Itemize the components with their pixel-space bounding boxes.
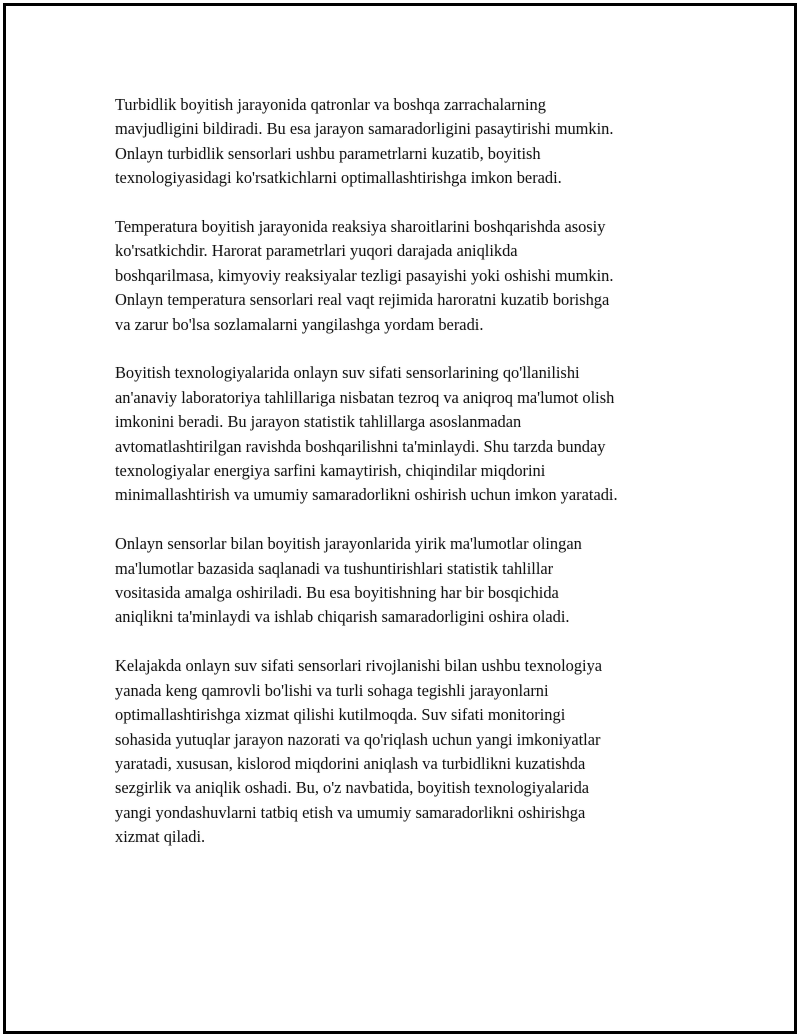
paragraph-future-outlook: Kelajakda onlayn suv sifati sensorlari rivojlanishi bilan ushbu texnologiya yanada keng qamrovli bo'lishi va turli sohaga tegishli jarayonlarni optimallashtirishga xizmat qilishi kutilmoqda. Suv sifati monitoringi sohasida yutuqlar jarayon nazorati va qo'riqlash uchun yangi imkoniyatlar yaratadi, xususan, kislorod miqdorini aniqlash va turbidlikni kuzatishda sezgirlik va aniqlik oshadi. Bu, o'z navbatida, boyitish texnologiyalarida yangi yondashuvlarni tatbiq etish va umumiy samaradorlikni oshirishga xizmat qiladi. [115, 656, 603, 847]
document-body [115, 93, 695, 874]
paragraph-turbidity: Turbidlik boyitish jarayonida qatronlar va boshqa zarrachalarning mavjudligini bildiradi. Bu esa jarayon samaradorligini pasaytirishi mumkin. Onlayn turbidlik sensorlari ushbu parametrlarni kuzatib, boyitish texnologiyasidagi ko'rsatkichlarni optimallashtirishga imkon beradi. [115, 95, 614, 188]
paragraph-data-storage: Onlayn sensorlar bilan boyitish jarayonlarida yirik ma'lumotlar olingan ma'lumotlar bazasida saqlanadi va tushuntirishlari statistik tahlillar vositasida amalga oshiriladi. Bu esa boyitishning har bir bosqichida aniqlikni ta'minlaydi va ishlab chiqarish samaradorligini oshira oladi. [115, 534, 582, 627]
paragraph-temperature: Temperatura boyitish jarayonida reaksiya sharoitlarini boshqarishda asosiy ko'rsatkichdir. Harorat parametrlari yuqori darajada aniqlikda boshqarilmasa, kimyoviy reaksiyalar tezligi pasayishi yoki oshishi mumkin. Onlayn temperatura sensorlari real vaqt rejimida haroratni kuzatib borishga va zarur bo'lsa sozlamalarni yangilashga yordam beradi. [115, 217, 614, 334]
paragraph-online-sensors-application: Boyitish texnologiyalarida onlayn suv sifati sensorlarining qo'llanilishi an'anaviy laboratoriya tahlillariga nisbatan tezroq va aniqroq ma'lumot olish imkonini beradi. Bu jarayon statistik tahlillarga asoslanmadan avtomatlashtirilgan ravishda boshqarilishni ta'minlaydi. Shu tarzda bunday texnologiyalar energiya sarfini kamaytirish, chiqindilar miqdorini minimallashtirish va umumiy samaradorlikni oshirish uchun imkon yaratadi. [115, 363, 618, 505]
